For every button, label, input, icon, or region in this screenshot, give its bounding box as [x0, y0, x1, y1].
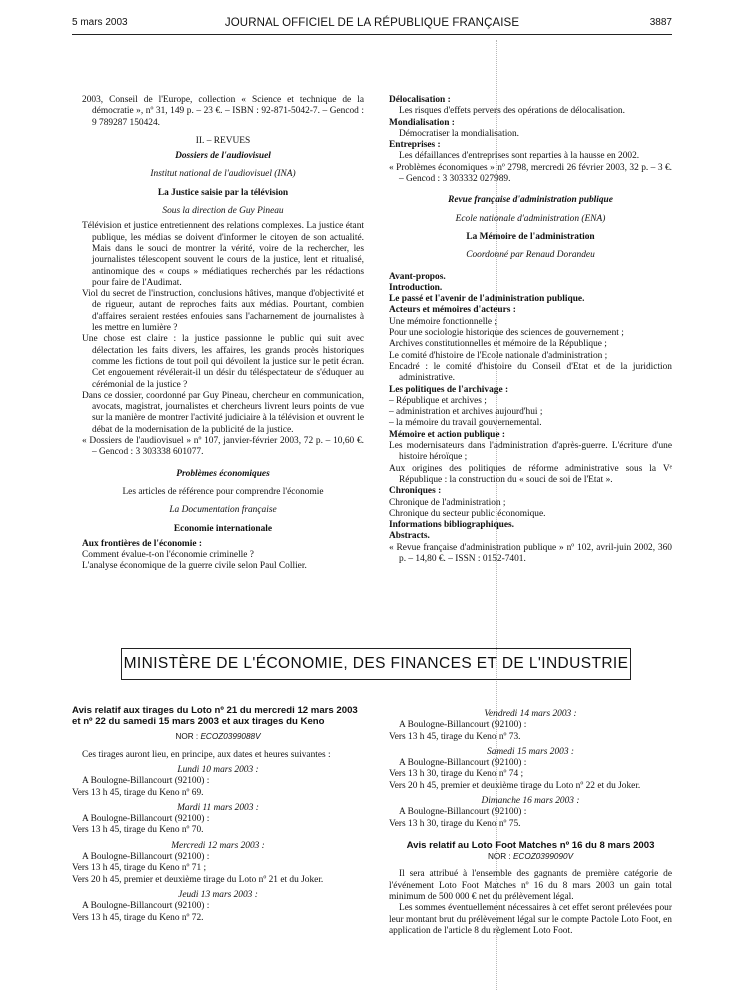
- entreprises-heading: Entreprises :: [389, 140, 441, 151]
- loto-day: [389, 743, 672, 792]
- loto-day: [72, 886, 364, 924]
- aux-frontieres-heading: Aux frontières de l'économie :: [82, 538, 202, 549]
- header-journal-title: JOURNAL OFFICIEL DE LA RÉPUBLIQUE FRANÇAISE: [224, 17, 520, 29]
- avis-foot-nor: [389, 851, 672, 862]
- revue-title: Revue française d'administration publique: [448, 195, 613, 206]
- toc-heading: Introduction.: [389, 282, 443, 293]
- loto-day: [389, 792, 672, 830]
- loto-day-place: A Boulogne-Billancourt (92100) :: [399, 758, 527, 769]
- toc-item: Encadré : le comité d'histoire du Conseil d'Etat et de la juridiction administrative.: [389, 361, 672, 384]
- avis-foot-paragraph: Il sera attribué à l'ensemble des gagnants de première catégorie de l'événement Loto Foot Matches nº 16 du 8 mars 2003 un gain total minimum de 500 000 € net du prélèvement légal.: [389, 869, 672, 903]
- loto-day-date: Mardi 11 mars 2003 :: [177, 802, 259, 813]
- toc-heading: Acteurs et mémoires d'acteurs :: [389, 305, 516, 316]
- mondialisation-text: Démocratiser la mondialisation.: [399, 128, 520, 139]
- toc-heading: Les politiques de l'archivage :: [389, 384, 509, 395]
- toc-item: Archives constitutionnelles et mémoire de la République ;: [389, 339, 607, 350]
- loto-day-place: A Boulogne-Billancourt (92100) :: [399, 807, 527, 818]
- revue-reference: « Revue française d'administration publique » nº 102, avril-juin 2002, 360 p. – 14,80 €. – ISSN : 0152-7401.: [389, 542, 672, 564]
- loto-day-place: A Boulogne-Billancourt (92100) :: [399, 720, 527, 731]
- problemes-publisher: La Documentation française: [169, 505, 277, 516]
- left-column-top: [82, 95, 364, 573]
- toc-heading: Le passé et l'avenir de l'administration publique.: [389, 294, 585, 305]
- toc-item: Les modernisateurs dans l'administration d'après-guerre. L'écriture d'une histoire héroïque ;: [389, 441, 672, 463]
- problemes-subtitle: Les articles de référence pour comprendre l'économie: [122, 486, 324, 497]
- right-column-top: [389, 95, 672, 565]
- revue-coordinator: Coordonné par Renaud Dorandeu: [466, 250, 595, 261]
- loto-day-date: Dimanche 16 mars 2003 :: [481, 796, 580, 807]
- loto-day-date: Jeudi 13 mars 2003 :: [178, 889, 258, 900]
- section-heading: II. – REVUES: [195, 135, 251, 146]
- page-header: [72, 17, 672, 33]
- entreprises-text: Les défaillances d'entreprises sont reparties à la hausse en 2002.: [399, 151, 640, 162]
- problemes-title: Problèmes économiques: [176, 468, 270, 479]
- right-column-bottom: [389, 705, 672, 937]
- dossiers-paragraph: Une chose est claire : la justice passionne le public qui suit avec délectation les faits divers, les affaires, les grands procès historiques comme les fictions de tout poil qui dévoilent la justice sur le petit écran. Cet engouement révélerait-il un désir du téléspectateur de s'éduquer au cérémonial de la justice ?: [82, 334, 364, 390]
- toc-item: Le comité d'histoire de l'Ecole nationale d'administration ;: [389, 350, 608, 361]
- loto-day: [389, 705, 672, 743]
- dossiers-paragraph: Télévision et justice entretiennent des relations complexes. La justice étant publique, les médias se doivent d'informer le citoyen de son actualité. Mais dans le souci de montrer la vérité, voire de la rechercher, les journalistes télescopent souvent le cours de la justice, lent et ritualisé, antinomique des « coups » médiatiques recherchés par les rédactions pour faire de l'Audimat.: [82, 221, 364, 288]
- loto-day-date: Vendredi 14 mars 2003 :: [484, 709, 577, 719]
- aux-frontieres-line: L'analyse économique de la guerre civile selon Paul Collier.: [82, 561, 307, 572]
- aux-frontieres-line: Comment évalue-t-on l'économie criminelle ?: [82, 550, 254, 561]
- loto-day: [72, 799, 364, 837]
- dossiers-direction: Sous la direction de Guy Pineau: [162, 206, 284, 217]
- header-date: 5 mars 2003: [72, 17, 128, 28]
- toc-item: – la mémoire du travail gouvernemental.: [389, 418, 542, 429]
- toc-item: Chronique du secteur public économique.: [389, 508, 546, 519]
- avis-loto-intro: Ces tirages auront lieu, en principe, aux dates et heures suivantes :: [82, 749, 331, 760]
- nor-code: ECOZ0399090V: [512, 852, 574, 862]
- dossiers-reference: « Dossiers de l'audiovisuel » nº 107, janvier-février 2003, 72 p. – 10,60 €. – Gencod : 3 303338 601077.: [82, 436, 364, 458]
- loto-day-date: Mercredi 12 mars 2003 :: [171, 840, 265, 851]
- revue-publisher: Ecole nationale d'administration (ENA): [455, 213, 606, 224]
- dossiers-publisher: Institut national de l'audiovisuel (INA): [150, 169, 296, 180]
- ministry-banner: MINISTÈRE DE L'ÉCONOMIE, DES FINANCES ET DE L'INDUSTRIE: [121, 648, 631, 680]
- avis-loto-days-right: [389, 705, 672, 830]
- avis-loto-nor: [72, 731, 364, 742]
- revue-table-of-contents: [389, 272, 672, 543]
- loto-draw-line: Vers 13 h 45, tirage du Keno nº 73.: [389, 731, 521, 742]
- loto-day: [72, 761, 364, 799]
- toc-item: – administration et archives aujourd'hui ;: [389, 407, 543, 418]
- nor-label: NOR :: [487, 852, 513, 862]
- toc-item: Aux origines des politiques de réforme administrative sous la Vᵉ République : la construction du « souci de soi de l'Etat ».: [389, 463, 672, 485]
- dossiers-paragraph: Dans ce dossier, coordonné par Guy Pineau, chercheur en communication, avocats, magistrat, journalistes et chercheurs livrent leurs points de vue sur la manière de montrer l'activité judiciaire à la télévision et ouvrent le débat de la modernisation de la publicité de la justice.: [82, 390, 364, 435]
- loto-draw-line: Vers 13 h 45, tirage du Keno nº 70.: [72, 825, 204, 836]
- delocalisation-heading: Délocalisation :: [389, 95, 451, 105]
- avis-loto-days-left: [72, 761, 364, 924]
- revue-issue-title: La Mémoire de l'administration: [466, 231, 595, 242]
- dossiers-paragraph: Viol du secret de l'instruction, conclusions hâtives, manque d'objectivité et de rigueur, autant de reproches faits aux médias. Pourtant, combien d'affaires seraient restées enfouies sans l'acharnement de journalistes à les mettre en lumière ?: [82, 289, 364, 334]
- loto-day: [72, 837, 364, 886]
- dossiers-issue-title: La Justice saisie par la télévision: [157, 187, 289, 198]
- avis-loto-title: Avis relatif aux tirages du Loto nº 21 du mercredi 12 mars 2003 et nº 22 du samedi 15 mars 2003 et aux tirages du Keno: [72, 705, 358, 728]
- header-rule: [72, 34, 672, 35]
- avis-foot-paragraph: Les sommes éventuellement nécessaires à cet effet seront prélevées pour leur montant brut du prélèvement légal sur le compte Pactole Loto Foot, en application de l'article 8 du règlement Loto Foot.: [389, 903, 672, 936]
- loto-day-place: A Boulogne-Billancourt (92100) :: [82, 776, 210, 787]
- delocalisation-text: Les risques d'effets pervers des opérations de délocalisation.: [399, 106, 625, 117]
- loto-draw-line: Vers 13 h 30, tirage du Keno nº 74 ;: [389, 769, 524, 780]
- mondialisation-heading: Mondialisation :: [389, 117, 455, 128]
- loto-draw-line: Vers 13 h 30, tirage du Keno nº 75.: [389, 818, 521, 829]
- intro-reference: 2003, Conseil de l'Europe, collection « Science et technique de la démocratie », nº 31, 149 p. – 23 €. – ISBN : 92-871-5042-7. – Gencod : 9 789287 150424.: [82, 95, 364, 128]
- nor-label: NOR :: [175, 732, 201, 742]
- avis-foot-title: Avis relatif au Loto Foot Matches nº 16 du 8 mars 2003: [406, 839, 655, 851]
- avis-loto: [72, 705, 364, 924]
- loto-draw-line: Vers 13 h 45, tirage du Keno nº 71 ;: [72, 863, 207, 874]
- toc-heading: Avant-propos.: [389, 271, 446, 282]
- problemes-issue-title: Economie internationale: [173, 523, 273, 534]
- loto-draw-line: Vers 20 h 45, premier et deuxième tirage du Loto nº 22 et du Joker.: [389, 780, 641, 791]
- loto-draw-line: Vers 20 h 45, premier et deuxième tirage du Loto nº 21 et du Joker.: [72, 874, 324, 885]
- loto-day-date: Lundi 10 mars 2003 :: [177, 765, 259, 775]
- toc-heading: Mémoire et action publique :: [389, 429, 505, 440]
- problemes-reference: « Problèmes économiques » nº 2798, mercredi 26 février 2003, 32 p. – 3 €. – Gencod : 3 303332 027989.: [389, 162, 672, 185]
- toc-heading: Informations bibliographiques.: [389, 520, 515, 531]
- toc-heading: Chroniques :: [389, 486, 442, 497]
- loto-draw-line: Vers 13 h 45, tirage du Keno nº 69.: [72, 787, 204, 798]
- loto-day-place: A Boulogne-Billancourt (92100) :: [82, 901, 210, 912]
- nor-code: ECOZ0399088V: [200, 732, 261, 742]
- toc-item: – République et archives ;: [389, 395, 487, 406]
- toc-item: Une mémoire fonctionnelle ;: [389, 316, 498, 327]
- toc-heading: Abstracts.: [389, 531, 430, 542]
- loto-day-place: A Boulogne-Billancourt (92100) :: [82, 814, 210, 825]
- dossiers-title: Dossiers de l'audiovisuel: [175, 151, 271, 162]
- toc-item: Chronique de l'administration ;: [389, 497, 506, 508]
- loto-draw-line: Vers 13 h 45, tirage du Keno nº 72.: [72, 912, 204, 923]
- loto-day-date: Samedi 15 mars 2003 :: [487, 746, 574, 757]
- header-page-number: 3887: [649, 17, 672, 28]
- loto-day-place: A Boulogne-Billancourt (92100) :: [82, 852, 210, 863]
- toc-item: Pour une sociologie historique des sciences de gouvernement ;: [389, 328, 624, 339]
